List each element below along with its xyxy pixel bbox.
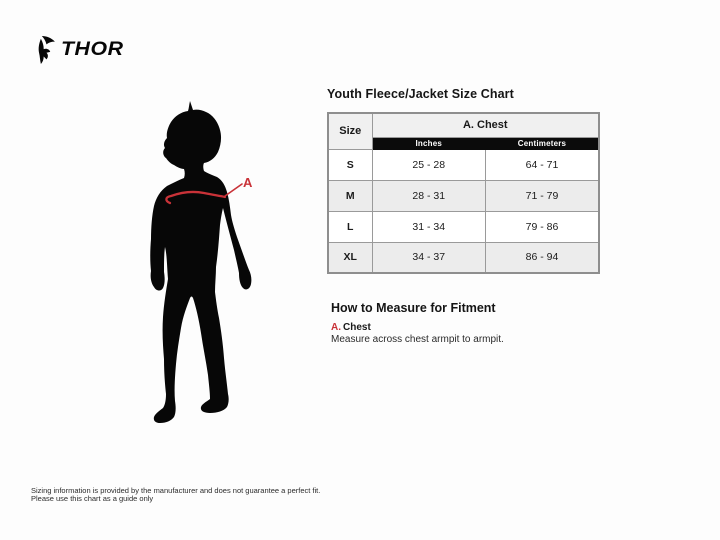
- table-header-row: [328, 113, 599, 137]
- size-label: L: [328, 211, 372, 242]
- centimeters-value: 86 - 94: [486, 242, 600, 273]
- disclaimer-footer: [31, 487, 331, 503]
- centimeters-value: 71 - 79: [486, 180, 600, 211]
- measure-description: Measure across chest armpit to armpit.: [331, 334, 504, 345]
- table-row-m: [328, 180, 599, 211]
- measure-guide-heading: How to Measure for Fitment: [331, 301, 496, 315]
- child-silhouette: [150, 101, 251, 423]
- size-label: M: [328, 180, 372, 211]
- brand-logo-text: THOR: [61, 39, 124, 60]
- centimeters-value: 64 - 71: [486, 149, 600, 180]
- size-chart-section: [327, 87, 601, 274]
- table-row-l: [328, 211, 599, 242]
- disclaimer-line-1: Sizing information is provided by the manufacturer and does not guarantee a perfect fit.: [31, 486, 321, 495]
- inches-value: 25 - 28: [372, 149, 486, 180]
- thor-horned-helmet-icon: [36, 36, 57, 64]
- measure-label: Chest: [343, 322, 371, 333]
- inches-value: 28 - 31: [372, 180, 486, 211]
- measure-item-chest: [331, 322, 601, 345]
- size-label: XL: [328, 242, 372, 273]
- chest-column-header: A. Chest: [372, 113, 599, 137]
- size-chart-title: Youth Fleece/Jacket Size Chart: [327, 87, 514, 101]
- centimeters-value: 79 - 86: [486, 211, 600, 242]
- annotation-leader-line: [225, 184, 242, 196]
- brand-logo: [36, 36, 124, 64]
- inches-value: 34 - 37: [372, 242, 486, 273]
- table-row-s: [328, 149, 599, 180]
- chest-annotation-label: A: [243, 175, 253, 190]
- disclaimer-line-2: Please use this chart as a guide only: [31, 494, 154, 503]
- size-table: [327, 112, 600, 274]
- inches-value: 31 - 34: [372, 211, 486, 242]
- centimeters-header: Centimeters: [486, 137, 600, 149]
- child-silhouette-figure: [130, 95, 310, 455]
- measure-guide-section: [331, 301, 601, 345]
- size-column-header: Size: [328, 113, 372, 149]
- measure-key: A.: [331, 322, 341, 333]
- table-row-xl: [328, 242, 599, 273]
- size-label: S: [328, 149, 372, 180]
- inches-header: Inches: [372, 137, 486, 149]
